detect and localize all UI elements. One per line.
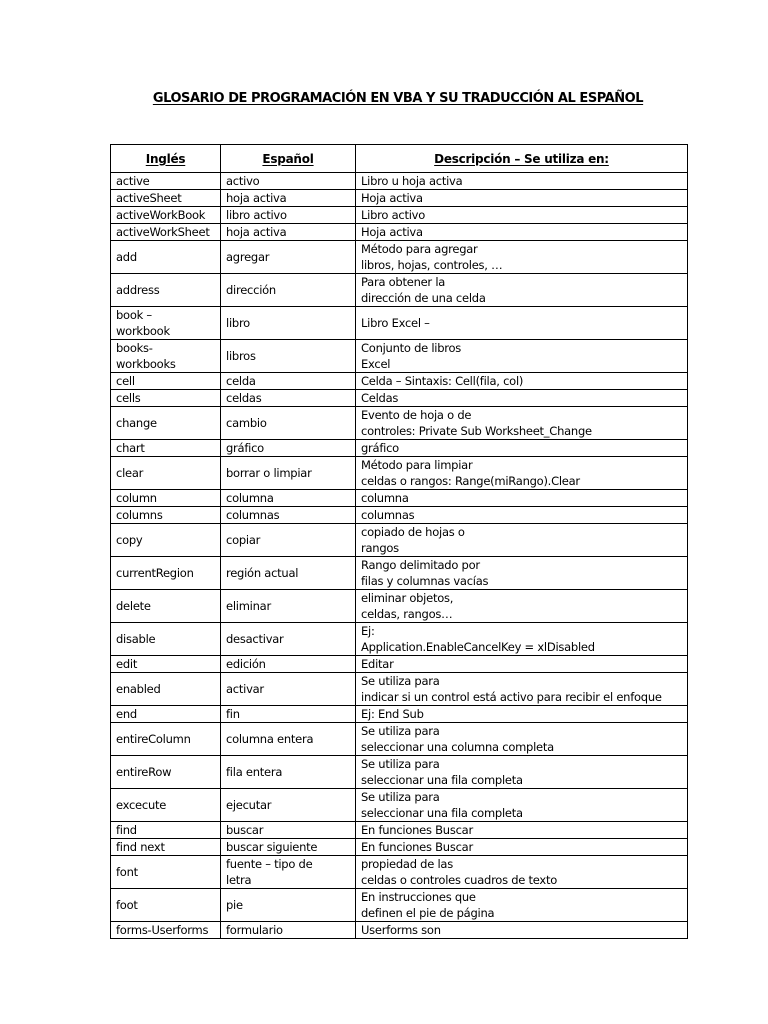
cell-spanish-line: borrar o limpiar — [226, 466, 312, 480]
table-row — [111, 839, 688, 856]
cell-description-line: En funciones Buscar — [361, 840, 473, 854]
cell-english-line: books- — [116, 341, 153, 355]
cell-spanish-line: fila entera — [226, 765, 283, 779]
cell-english — [111, 340, 221, 373]
cell-description — [356, 623, 688, 656]
cell-english — [111, 623, 221, 656]
cell-description-line: En funciones Buscar — [361, 823, 473, 837]
cell-description — [356, 224, 688, 241]
cell-spanish — [221, 390, 356, 407]
cell-spanish — [221, 557, 356, 590]
cell-description-line: Ej: — [361, 624, 375, 638]
cell-english-line: chart — [116, 441, 145, 455]
cell-description-line: Celdas — [361, 391, 399, 405]
cell-description-line: propiedad de las — [361, 857, 453, 871]
table-row — [111, 307, 688, 340]
cell-english-line: excecute — [116, 798, 167, 812]
cell-description — [356, 507, 688, 524]
cell-description — [356, 407, 688, 440]
cell-description-line: Conjunto de libros — [361, 341, 462, 355]
cell-english-line: book – — [116, 308, 152, 322]
cell-english — [111, 590, 221, 623]
cell-english-line: end — [116, 707, 137, 721]
cell-spanish-line: hoja activa — [226, 225, 287, 239]
cell-english-line: active — [116, 174, 150, 188]
cell-english — [111, 656, 221, 673]
cell-description-line: Application.EnableCancelKey = xlDisabled — [361, 640, 595, 654]
cell-spanish — [221, 524, 356, 557]
cell-description-line: Se utiliza para — [361, 674, 440, 688]
cell-description-line: celdas, rangos… — [361, 607, 453, 621]
cell-spanish-line: libros — [226, 349, 256, 363]
cell-english — [111, 789, 221, 822]
cell-spanish — [221, 373, 356, 390]
header-row — [111, 145, 688, 173]
cell-description — [356, 656, 688, 673]
cell-description-line: Ej: End Sub — [361, 707, 424, 721]
cell-description-line: Userforms son — [361, 923, 441, 937]
cell-description — [356, 307, 688, 340]
table-row — [111, 440, 688, 457]
cell-description — [356, 440, 688, 457]
cell-english — [111, 241, 221, 274]
cell-english-line: entireRow — [116, 765, 172, 779]
table-row — [111, 789, 688, 822]
cell-spanish — [221, 340, 356, 373]
cell-english — [111, 407, 221, 440]
cell-spanish-line: buscar — [226, 823, 264, 837]
table-row — [111, 457, 688, 490]
header-spanish: Español — [221, 145, 356, 173]
cell-spanish — [221, 656, 356, 673]
cell-description-line: Hoja activa — [361, 191, 423, 205]
cell-spanish-line: edición — [226, 657, 266, 671]
cell-description — [356, 457, 688, 490]
header-description: Descripción – Se utiliza en: — [356, 145, 688, 173]
cell-description — [356, 706, 688, 723]
cell-english-line: forms-Userforms — [116, 923, 209, 937]
cell-description — [356, 856, 688, 889]
cell-spanish — [221, 207, 356, 224]
cell-spanish — [221, 922, 356, 939]
cell-spanish-line: letra — [226, 873, 252, 887]
cell-description-line: Método para agregar — [361, 242, 478, 256]
cell-description-line: Se utiliza para — [361, 724, 440, 738]
cell-english-line: disable — [116, 632, 156, 646]
cell-english — [111, 706, 221, 723]
cell-english — [111, 507, 221, 524]
cell-english-line: entireColumn — [116, 732, 191, 746]
page-title: GLOSARIO DE PROGRAMACIÓN EN VBA Y SU TRADUCCIÓN AL ESPAÑOL — [152, 91, 644, 106]
cell-english-line: workbooks — [116, 357, 176, 371]
cell-english-line: clear — [116, 466, 144, 480]
cell-spanish — [221, 190, 356, 207]
cell-english — [111, 856, 221, 889]
table-row — [111, 856, 688, 889]
cell-description-line: Libro activo — [361, 208, 425, 222]
cell-description-line: controles: Private Sub Worksheet_Change — [361, 424, 592, 438]
table-row — [111, 706, 688, 723]
cell-description-line: Hoja activa — [361, 225, 423, 239]
cell-english-line: find — [116, 823, 137, 837]
cell-description — [356, 590, 688, 623]
cell-english — [111, 490, 221, 507]
cell-english — [111, 524, 221, 557]
cell-spanish — [221, 407, 356, 440]
cell-english — [111, 839, 221, 856]
cell-spanish — [221, 889, 356, 922]
table-row — [111, 390, 688, 407]
cell-description — [356, 557, 688, 590]
cell-description-line: Libro Excel – — [361, 316, 430, 330]
table-row — [111, 623, 688, 656]
table-row — [111, 241, 688, 274]
cell-spanish-line: ejecutar — [226, 798, 272, 812]
cell-description-line: Editar — [361, 657, 394, 671]
cell-description-line: definen el pie de página — [361, 906, 495, 920]
cell-english — [111, 190, 221, 207]
cell-description-line: Método para limpiar — [361, 458, 473, 472]
cell-spanish-line: activar — [226, 682, 264, 696]
cell-spanish — [221, 673, 356, 706]
table-row — [111, 274, 688, 307]
cell-english-line: change — [116, 416, 157, 430]
cell-spanish — [221, 490, 356, 507]
cell-description — [356, 839, 688, 856]
cell-english-line: edit — [116, 657, 138, 671]
cell-description-line: Celda – Sintaxis: Cell(fila, col) — [361, 374, 524, 388]
cell-english — [111, 373, 221, 390]
table-row — [111, 557, 688, 590]
cell-description-line: copiado de hojas o — [361, 525, 465, 539]
cell-description-line: rangos — [361, 541, 399, 555]
cell-english-line: activeWorkSheet — [116, 225, 210, 239]
cell-spanish — [221, 274, 356, 307]
cell-description — [356, 723, 688, 756]
cell-spanish — [221, 822, 356, 839]
cell-description — [356, 822, 688, 839]
cell-description — [356, 889, 688, 922]
cell-description-line: eliminar objetos, — [361, 591, 454, 605]
cell-english — [111, 390, 221, 407]
cell-english — [111, 173, 221, 190]
cell-spanish-line: buscar siguiente — [226, 840, 318, 854]
table-row — [111, 207, 688, 224]
cell-english-line: column — [116, 491, 157, 505]
cell-english-line: find next — [116, 840, 165, 854]
cell-description-line: gráfico — [361, 441, 399, 455]
cell-spanish-line: eliminar — [226, 599, 271, 613]
cell-description-line: celdas o controles cuadros de texto — [361, 873, 557, 887]
cell-description — [356, 340, 688, 373]
cell-spanish-line: hoja activa — [226, 191, 287, 205]
cell-spanish-line: copiar — [226, 533, 261, 547]
cell-english — [111, 307, 221, 340]
cell-description-line: Rango delimitado por — [361, 558, 480, 572]
cell-description — [356, 190, 688, 207]
cell-description-line: seleccionar una fila completa — [361, 773, 523, 787]
cell-description-line: libros, hojas, controles, … — [361, 258, 503, 272]
cell-description-line: Para obtener la — [361, 275, 446, 289]
cell-english — [111, 207, 221, 224]
cell-description-line: Se utiliza para — [361, 757, 440, 771]
cell-spanish — [221, 440, 356, 457]
cell-description — [356, 241, 688, 274]
cell-spanish-line: columnas — [226, 508, 280, 522]
cell-spanish — [221, 789, 356, 822]
cell-description — [356, 922, 688, 939]
cell-english-line: delete — [116, 599, 151, 613]
cell-spanish-line: celdas — [226, 391, 262, 405]
cell-description-line: columnas — [361, 508, 415, 522]
table-row — [111, 822, 688, 839]
table-row — [111, 756, 688, 789]
table-row — [111, 407, 688, 440]
table-row — [111, 889, 688, 922]
cell-description-line: En instrucciones que — [361, 890, 476, 904]
cell-spanish-line: fuente – tipo de — [226, 857, 313, 871]
cell-description-line: Excel — [361, 357, 391, 371]
cell-description-line: filas y columnas vacías — [361, 574, 489, 588]
cell-spanish — [221, 307, 356, 340]
cell-english-line: add — [116, 250, 137, 264]
cell-english-line: cells — [116, 391, 141, 405]
cell-description-line: dirección de una celda — [361, 291, 486, 305]
cell-spanish-line: dirección — [226, 283, 276, 297]
cell-spanish — [221, 856, 356, 889]
cell-spanish-line: región actual — [226, 566, 299, 580]
cell-description — [356, 756, 688, 789]
cell-spanish-line: libro — [226, 316, 250, 330]
table-row — [111, 190, 688, 207]
cell-description — [356, 390, 688, 407]
table-row — [111, 673, 688, 706]
cell-spanish — [221, 839, 356, 856]
cell-spanish — [221, 457, 356, 490]
cell-english — [111, 557, 221, 590]
cell-spanish-line: cambio — [226, 416, 267, 430]
cell-spanish-line: activo — [226, 174, 260, 188]
cell-description — [356, 207, 688, 224]
cell-english — [111, 723, 221, 756]
cell-description — [356, 673, 688, 706]
cell-english — [111, 889, 221, 922]
cell-spanish — [221, 224, 356, 241]
cell-english — [111, 224, 221, 241]
cell-description-line: indicar si un control está activo para recibir el enfoque — [361, 690, 662, 704]
cell-english-line: foot — [116, 898, 138, 912]
cell-spanish — [221, 706, 356, 723]
cell-spanish — [221, 756, 356, 789]
cell-description — [356, 173, 688, 190]
cell-english-line: enabled — [116, 682, 161, 696]
cell-description — [356, 373, 688, 390]
cell-english — [111, 440, 221, 457]
cell-spanish — [221, 723, 356, 756]
table-row — [111, 224, 688, 241]
cell-english — [111, 756, 221, 789]
cell-english — [111, 457, 221, 490]
cell-spanish-line: pie — [226, 898, 243, 912]
cell-spanish-line: formulario — [226, 923, 283, 937]
cell-spanish-line: celda — [226, 374, 256, 388]
table-row — [111, 490, 688, 507]
cell-description — [356, 789, 688, 822]
cell-english-line: activeSheet — [116, 191, 182, 205]
cell-english — [111, 822, 221, 839]
cell-description-line: Se utiliza para — [361, 790, 440, 804]
cell-description-line: Evento de hoja o de — [361, 408, 472, 422]
cell-description — [356, 490, 688, 507]
cell-english-line: address — [116, 283, 160, 297]
table-row — [111, 507, 688, 524]
cell-description — [356, 524, 688, 557]
cell-spanish — [221, 241, 356, 274]
cell-english-line: font — [116, 865, 138, 879]
table-row — [111, 373, 688, 390]
cell-description — [356, 274, 688, 307]
cell-english-line: cell — [116, 374, 135, 388]
cell-description-line: Libro u hoja activa — [361, 174, 463, 188]
cell-spanish — [221, 507, 356, 524]
table-row — [111, 590, 688, 623]
cell-spanish-line: columna — [226, 491, 274, 505]
table-row — [111, 922, 688, 939]
cell-description-line: seleccionar una fila completa — [361, 806, 523, 820]
cell-description-line: seleccionar una columna completa — [361, 740, 554, 754]
header-english: Inglés — [111, 145, 221, 173]
cell-english — [111, 673, 221, 706]
cell-description-line: columna — [361, 491, 409, 505]
cell-spanish — [221, 623, 356, 656]
cell-spanish-line: gráfico — [226, 441, 264, 455]
cell-spanish — [221, 173, 356, 190]
cell-spanish-line: agregar — [226, 250, 270, 264]
cell-description-line: celdas o rangos: Range(miRango).Clear — [361, 474, 580, 488]
table-row — [111, 340, 688, 373]
table-row — [111, 173, 688, 190]
table-row — [111, 524, 688, 557]
cell-spanish-line: desactivar — [226, 632, 284, 646]
cell-english-line: currentRegion — [116, 566, 194, 580]
table-row — [111, 723, 688, 756]
cell-spanish-line: columna entera — [226, 732, 314, 746]
cell-english-line: activeWorkBook — [116, 208, 206, 222]
cell-spanish — [221, 590, 356, 623]
cell-english-line: columns — [116, 508, 163, 522]
cell-english — [111, 274, 221, 307]
cell-english — [111, 922, 221, 939]
cell-spanish-line: libro activo — [226, 208, 287, 222]
cell-english-line: copy — [116, 533, 143, 547]
glossary-table — [110, 144, 688, 939]
cell-english-line: workbook — [116, 324, 170, 338]
table-row — [111, 656, 688, 673]
cell-spanish-line: fin — [226, 707, 240, 721]
